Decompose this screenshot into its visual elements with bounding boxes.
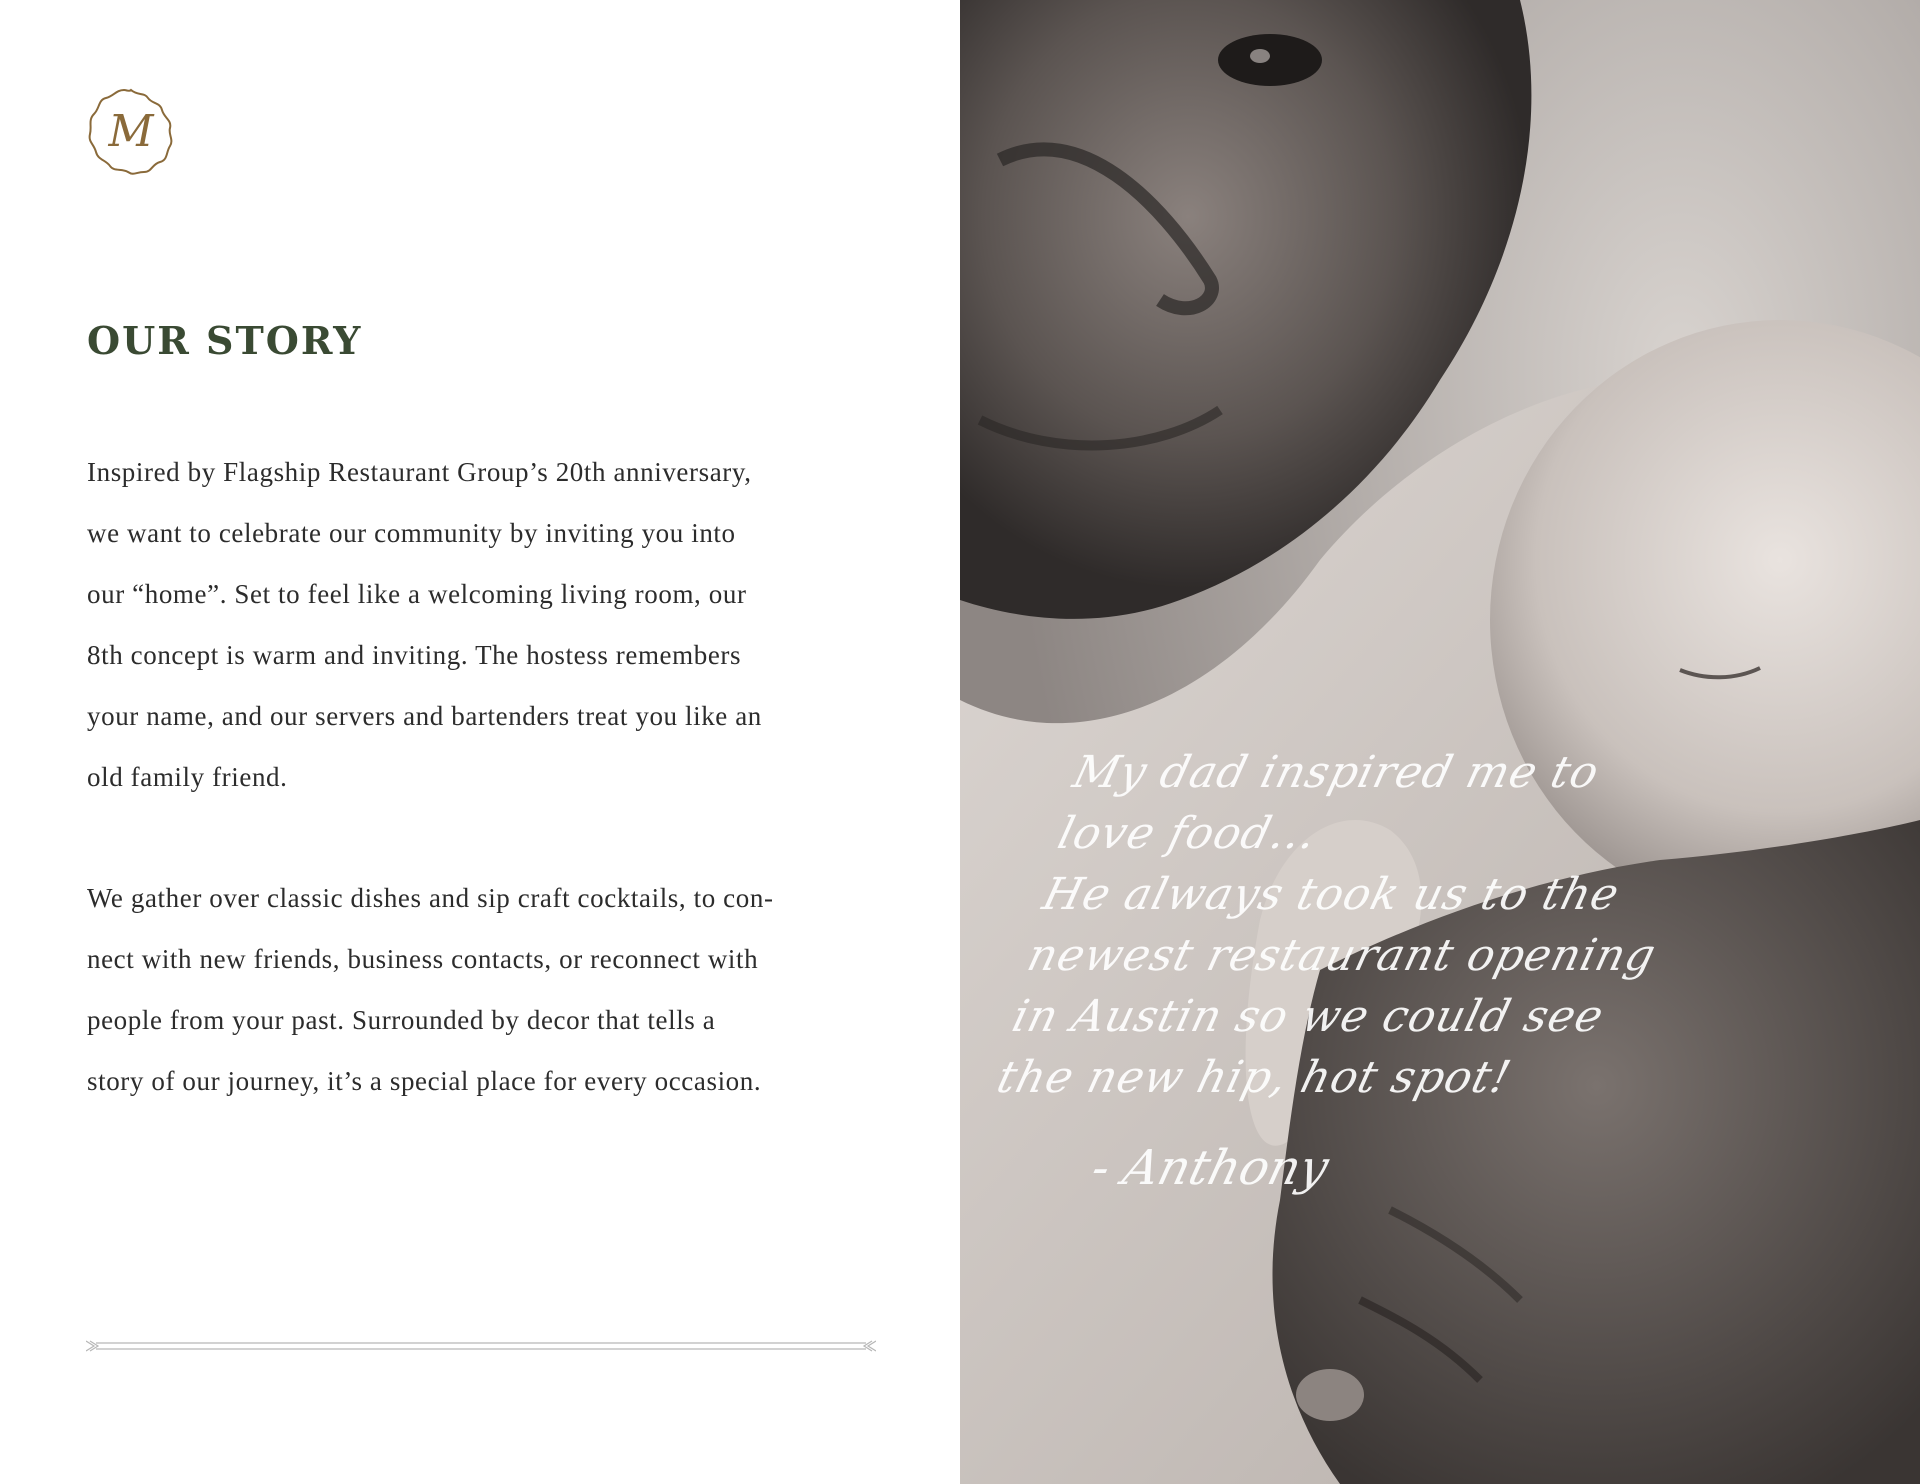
quote-line: in Austin so we could see xyxy=(1007,991,1610,1042)
paragraph-line: story of our journey, it’s a special place for every occasion. xyxy=(87,1066,762,1096)
story-paragraph-1 xyxy=(87,442,887,808)
monogram-letter: M xyxy=(108,106,154,157)
paragraph-line: people from your past. Surrounded by decor that tells a xyxy=(87,1005,716,1035)
decorative-divider xyxy=(86,1339,876,1353)
monogram-seal-icon xyxy=(86,86,176,176)
quote-line: My dad inspired me to xyxy=(1068,747,1605,798)
paragraph-line: old family friend. xyxy=(87,762,288,792)
story-paragraph-2 xyxy=(87,868,887,1112)
paragraph-line: nect with new friends, business contacts, or reconnect with xyxy=(87,944,759,974)
paragraph-line: your name, and our servers and bartenders treat you like an xyxy=(87,701,762,731)
page-title: OUR STORY xyxy=(87,318,363,363)
quote-line: He always took us to the xyxy=(1037,869,1625,920)
handwritten-quote xyxy=(991,742,1842,1108)
paragraph-line: Inspired by Flagship Restaurant Group’s 20th anniversary, xyxy=(87,457,752,487)
paragraph-line: our “home”. Set to feel like a welcoming living room, our xyxy=(87,579,747,609)
quote-line: the new hip, hot spot! xyxy=(991,1052,1517,1103)
quote-signature: - Anthony xyxy=(1086,1140,1335,1196)
paragraph-line: 8th concept is warm and inviting. The hostess remembers xyxy=(87,640,742,670)
paragraph-line: we want to celebrate our community by inviting you into xyxy=(87,518,736,548)
quote-line: newest restaurant opening xyxy=(1022,930,1662,981)
quote-line: love food... xyxy=(1052,808,1323,859)
paragraph-line: We gather over classic dishes and sip craft cocktails, to con- xyxy=(87,883,774,913)
